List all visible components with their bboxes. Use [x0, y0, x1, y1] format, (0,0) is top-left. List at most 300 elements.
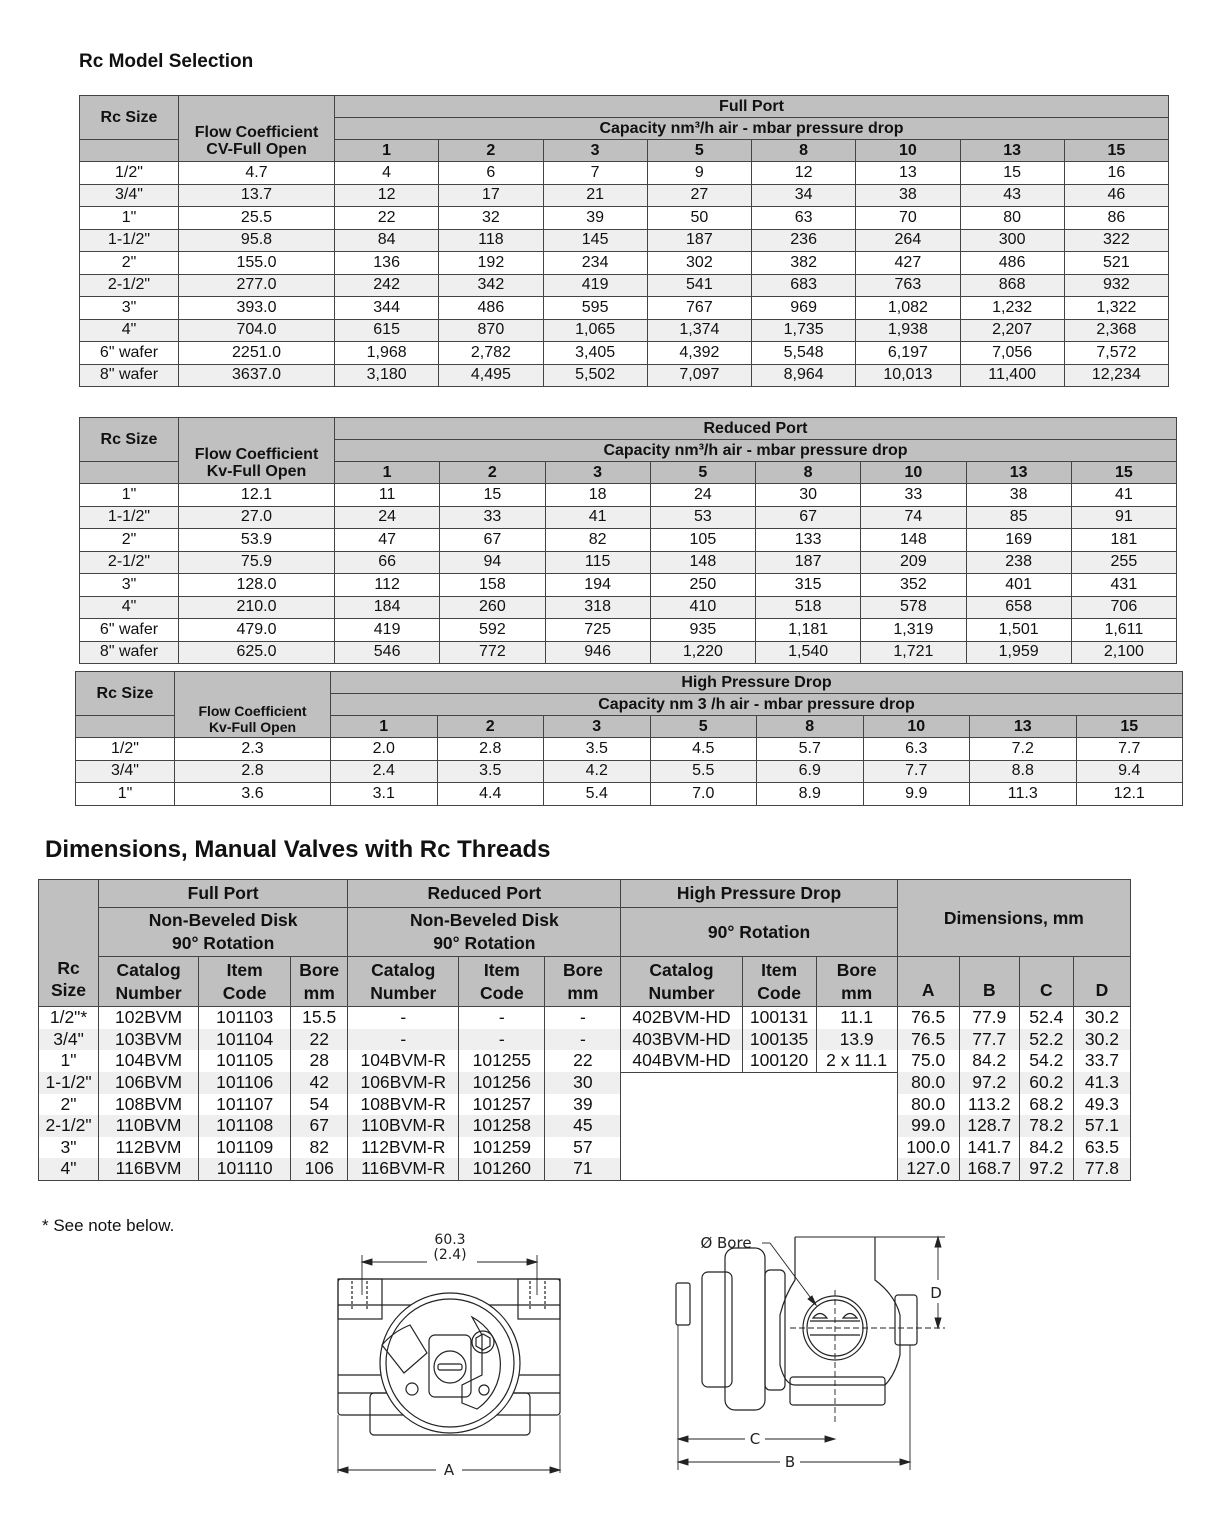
capacity-cell: 658 — [966, 596, 1071, 619]
dim-b-label: B — [784, 1453, 796, 1471]
capacity-cell: 6 — [439, 162, 543, 185]
capacity-cell: 242 — [335, 274, 439, 297]
capacity-cell: 763 — [856, 274, 960, 297]
flow-coefficient-cell: 75.9 — [179, 551, 335, 574]
rc-size-cell: 3" — [80, 297, 179, 320]
capacity-cell: 94 — [440, 551, 545, 574]
reduced-port-catalog-cell: 104BVM-R — [348, 1050, 459, 1072]
full-port-bore-cell: 67 — [291, 1115, 348, 1137]
capacity-cell: 22 — [335, 207, 439, 230]
capacity-cell: 11,400 — [960, 364, 1064, 387]
capacity-cell: 2,207 — [960, 319, 1064, 342]
dimension-b-cell: 113.2 — [959, 1094, 1019, 1116]
full-port-bore-cell: 22 — [291, 1029, 348, 1051]
capacity-cell: 21 — [543, 184, 647, 207]
rc-size-cell: 3/4" — [80, 184, 179, 207]
pressure-drop-header: 5 — [647, 140, 751, 162]
item-code-header: Item Code — [742, 957, 816, 1007]
flow-coefficient-cell: 155.0 — [179, 252, 335, 275]
capacity-cell: 38 — [966, 484, 1071, 507]
capacity-cell: 136 — [335, 252, 439, 275]
item-code-header: Item Code — [459, 957, 545, 1007]
reduced-port-item-cell: 101258 — [459, 1115, 545, 1137]
capacity-cell: 1,735 — [752, 319, 856, 342]
reduced-port-bore-cell: 22 — [545, 1050, 621, 1072]
rc-size-cell: 1" — [39, 1050, 99, 1072]
table-row — [39, 1029, 1131, 1051]
hpd-catalog-cell: 402BVM-HD — [621, 1007, 742, 1029]
pressure-drop-header: 3 — [545, 462, 650, 484]
rc-size-header: Rc Size — [76, 672, 175, 716]
pressure-drop-header: 1 — [335, 140, 439, 162]
reduced-port-item-cell: 101255 — [459, 1050, 545, 1072]
capacity-cell: 11 — [335, 484, 440, 507]
rc-size-cell: 2" — [39, 1094, 99, 1116]
rc-size-cell: 3" — [80, 574, 179, 597]
dimension-a-cell: 99.0 — [897, 1115, 959, 1137]
flow-coefficient-cell: 53.9 — [179, 529, 335, 552]
capacity-cell: 18 — [545, 484, 650, 507]
capacity-cell: 322 — [1064, 229, 1168, 252]
rc-size-cell: 1-1/2" — [80, 229, 179, 252]
bore-mm-header: Bore mm — [545, 957, 621, 1007]
full-port-item-cell: 101108 — [199, 1115, 291, 1137]
valve-cover-circle — [380, 1293, 520, 1433]
capacity-cell: 133 — [756, 529, 861, 552]
full-port-bore-cell: 15.5 — [291, 1007, 348, 1029]
rc-size-cell: 2-1/2" — [80, 274, 179, 297]
capacity-cell: 352 — [861, 574, 966, 597]
item-code-header: Item Code — [199, 957, 291, 1007]
capacity-cell: 250 — [650, 574, 755, 597]
flow-coefficient-cell: 13.7 — [179, 184, 335, 207]
hpd-catalog-cell: 403BVM-HD — [621, 1029, 742, 1051]
capacity-cell: 868 — [960, 274, 1064, 297]
table-row — [80, 319, 1169, 342]
capacity-cell: 2.8 — [437, 738, 544, 761]
hpd-empty-area — [621, 1072, 897, 1180]
hpd-subheader: 90° Rotation — [621, 908, 897, 957]
full-port-catalog-cell: 102BVM — [99, 1007, 199, 1029]
capacity-cell: 546 — [335, 641, 440, 664]
capacity-cell: 148 — [650, 551, 755, 574]
capacity-cell: 419 — [335, 619, 440, 642]
reduced-port-catalog-cell: - — [348, 1029, 459, 1051]
dimension-d-cell: 49.3 — [1073, 1094, 1130, 1116]
full-port-bore-cell: 82 — [291, 1137, 348, 1159]
dimension-c-cell: 97.2 — [1019, 1158, 1073, 1180]
capacity-cell: 969 — [752, 297, 856, 320]
capacity-cell: 1,220 — [650, 641, 755, 664]
flow-coefficient-cell: 3637.0 — [179, 364, 335, 387]
capacity-cell: 578 — [861, 596, 966, 619]
capacity-cell: 4.5 — [650, 738, 757, 761]
hpd-catalog-cell: 404BVM-HD — [621, 1050, 742, 1072]
rc-size-cell: 8" wafer — [80, 364, 179, 387]
dim-c-label: C — [749, 1430, 761, 1448]
section-title-dimensions: Dimensions, Manual Valves with Rc Threads — [45, 836, 551, 863]
footnote: * See note below. — [42, 1216, 175, 1235]
capacity-cell: 260 — [440, 596, 545, 619]
capacity-cell: 12,234 — [1064, 364, 1168, 387]
pressure-drop-header: 15 — [1071, 462, 1176, 484]
pressure-drop-header: 2 — [437, 716, 544, 738]
table-row — [80, 162, 1169, 185]
capacity-cell: 683 — [752, 274, 856, 297]
capacity-cell: 410 — [650, 596, 755, 619]
flow-coefficient-cell: 704.0 — [179, 319, 335, 342]
table-row — [39, 1158, 1131, 1180]
capacity-cell: 300 — [960, 229, 1064, 252]
capacity-cell: 401 — [966, 574, 1071, 597]
dimension-d-header: D — [1073, 957, 1130, 1007]
reduced-port-group-header: Reduced Port — [348, 880, 621, 908]
flow-coefficient-cell: 12.1 — [179, 484, 335, 507]
capacity-cell: 255 — [1071, 551, 1176, 574]
dimension-b-cell: 168.7 — [959, 1158, 1019, 1180]
capacity-cell: 8.8 — [970, 760, 1077, 783]
capacity-cell: 7,572 — [1064, 342, 1168, 365]
capacity-cell: 9.4 — [1076, 760, 1183, 783]
capacity-header: Capacity nm³/h air - mbar pressure drop — [335, 118, 1169, 140]
full-port-item-cell: 101109 — [199, 1137, 291, 1159]
capacity-cell: 7.2 — [970, 738, 1077, 761]
capacity-cell: 27 — [647, 184, 751, 207]
capacity-cell: 4,495 — [439, 364, 543, 387]
rc-size-cell: 6" wafer — [80, 619, 179, 642]
valve-side-view-diagram — [670, 1225, 955, 1475]
reduced-port-bore-cell: 57 — [545, 1137, 621, 1159]
hpd-item-cell: 100131 — [742, 1007, 816, 1029]
capacity-cell: 15 — [440, 484, 545, 507]
table-row — [39, 1115, 1131, 1137]
capacity-cell: 9.9 — [863, 783, 970, 806]
capacity-cell: 12 — [752, 162, 856, 185]
full-port-catalog-cell: 103BVM — [99, 1029, 199, 1051]
capacity-cell: 1,181 — [756, 619, 861, 642]
capacity-cell: 187 — [647, 229, 751, 252]
table-row — [80, 364, 1169, 387]
hpd-item-cell: 100135 — [742, 1029, 816, 1051]
reduced-port-catalog-cell: 110BVM-R — [348, 1115, 459, 1137]
table-row — [80, 574, 1177, 597]
capacity-cell: 3.5 — [437, 760, 544, 783]
hpd-item-cell: 100120 — [742, 1050, 816, 1072]
dimension-a-cell: 127.0 — [897, 1158, 959, 1180]
hpd-bore-cell: 11.1 — [816, 1007, 897, 1029]
capacity-cell: 419 — [543, 274, 647, 297]
dimension-a-cell: 80.0 — [897, 1072, 959, 1094]
flow-coefficient-cell: 479.0 — [179, 619, 335, 642]
capacity-cell: 47 — [335, 529, 440, 552]
catalog-number-header: Catalog Number — [348, 957, 459, 1007]
capacity-cell: 187 — [756, 551, 861, 574]
capacity-cell: 234 — [543, 252, 647, 275]
capacity-cell: 2,782 — [439, 342, 543, 365]
rc-size-header: Rc Size — [80, 96, 179, 140]
bore-label: Ø Bore — [700, 1234, 752, 1252]
capacity-cell: 148 — [861, 529, 966, 552]
capacity-cell: 1,721 — [861, 641, 966, 664]
rc-size-cell: 1/2" — [80, 162, 179, 185]
capacity-cell: 4 — [335, 162, 439, 185]
flow-coefficient-cell: 27.0 — [179, 506, 335, 529]
rc-size-header-filler — [80, 462, 179, 484]
flow-coefficient-cell: 393.0 — [179, 297, 335, 320]
pressure-drop-header: 5 — [650, 716, 757, 738]
capacity-cell: 3,405 — [543, 342, 647, 365]
rc-size-cell: 4" — [80, 319, 179, 342]
full-port-capacity-table — [79, 95, 1169, 387]
dimensions-table — [38, 879, 1131, 1181]
full-port-bore-cell: 28 — [291, 1050, 348, 1072]
dimension-b-header: B — [959, 957, 1019, 1007]
full-port-item-cell: 101107 — [199, 1094, 291, 1116]
reduced-port-subheader: Non-Beveled Disk 90° Rotation — [348, 908, 621, 957]
catalog-number-header: Catalog Number — [99, 957, 199, 1007]
capacity-cell: 43 — [960, 184, 1064, 207]
reduced-port-catalog-cell: 106BVM-R — [348, 1072, 459, 1094]
full-port-bore-cell: 54 — [291, 1094, 348, 1116]
port-type-header: High Pressure Drop — [331, 672, 1183, 694]
capacity-cell: 84 — [335, 229, 439, 252]
flow-coefficient-cell: 277.0 — [179, 274, 335, 297]
rc-size-cell: 4" — [80, 596, 179, 619]
catalog-number-header: Catalog Number — [621, 957, 742, 1007]
capacity-cell: 5.4 — [544, 783, 651, 806]
capacity-cell: 184 — [335, 596, 440, 619]
pressure-drop-header: 8 — [757, 716, 864, 738]
capacity-cell: 5.5 — [650, 760, 757, 783]
capacity-cell: 194 — [545, 574, 650, 597]
flow-coefficient-cell: 2251.0 — [179, 342, 335, 365]
flow-coefficient-cell: 25.5 — [179, 207, 335, 230]
dimension-b-cell: 77.7 — [959, 1029, 1019, 1051]
capacity-header: Capacity nm³/h air - mbar pressure drop — [335, 440, 1177, 462]
dimension-a-cell: 100.0 — [897, 1137, 959, 1159]
rc-size-cell: 6" wafer — [80, 342, 179, 365]
table-row — [80, 551, 1177, 574]
flow-coefficient-cell: 4.7 — [179, 162, 335, 185]
capacity-cell: 80 — [960, 207, 1064, 230]
capacity-cell: 2.0 — [331, 738, 438, 761]
capacity-cell: 3.5 — [544, 738, 651, 761]
hpd-bore-cell: 2 x 11.1 — [816, 1050, 897, 1072]
table-row — [39, 1050, 1131, 1072]
pressure-drop-header: 3 — [544, 716, 651, 738]
capacity-cell: 1,319 — [861, 619, 966, 642]
dimension-c-cell: 60.2 — [1019, 1072, 1073, 1094]
dimension-b-cell: 84.2 — [959, 1050, 1019, 1072]
capacity-cell: 6,197 — [856, 342, 960, 365]
capacity-cell: 725 — [545, 619, 650, 642]
capacity-cell: 39 — [543, 207, 647, 230]
table-row — [39, 1094, 1131, 1116]
capacity-cell: 946 — [545, 641, 650, 664]
table-row — [80, 274, 1169, 297]
rc-size-header-filler — [76, 716, 175, 738]
full-port-catalog-cell: 106BVM — [99, 1072, 199, 1094]
rc-size-cell: 3" — [39, 1137, 99, 1159]
capacity-cell: 427 — [856, 252, 960, 275]
capacity-cell: 33 — [861, 484, 966, 507]
dimension-a-cell: 76.5 — [897, 1029, 959, 1051]
dimension-a-cell: 76.5 — [897, 1007, 959, 1029]
reduced-port-bore-cell: - — [545, 1007, 621, 1029]
dimension-d-cell: 33.7 — [1073, 1050, 1130, 1072]
capacity-cell: 1,082 — [856, 297, 960, 320]
capacity-cell: 6.3 — [863, 738, 970, 761]
capacity-header: Capacity nm 3 /h air - mbar pressure drop — [331, 694, 1183, 716]
capacity-cell: 3,180 — [335, 364, 439, 387]
dimension-d-cell: 77.8 — [1073, 1158, 1130, 1180]
table-row — [80, 207, 1169, 230]
dimension-c-header: C — [1019, 957, 1073, 1007]
rc-size-cell: 8" wafer — [80, 641, 179, 664]
capacity-cell: 82 — [545, 529, 650, 552]
capacity-cell: 2.4 — [331, 760, 438, 783]
dim-d-label: D — [930, 1284, 942, 1302]
right-port-boss — [518, 1279, 560, 1319]
table-row — [39, 1137, 1131, 1159]
rc-size-cell: 2-1/2" — [80, 551, 179, 574]
dimension-b-cell: 77.9 — [959, 1007, 1019, 1029]
flow-coefficient-cell: 2.8 — [175, 760, 331, 783]
pressure-drop-header: 2 — [439, 140, 543, 162]
capacity-cell: 615 — [335, 319, 439, 342]
capacity-cell: 24 — [650, 484, 755, 507]
capacity-cell: 595 — [543, 297, 647, 320]
capacity-cell: 74 — [861, 506, 966, 529]
capacity-cell: 1,374 — [647, 319, 751, 342]
dimension-d-cell: 63.5 — [1073, 1137, 1130, 1159]
dimension-d-cell: 57.1 — [1073, 1115, 1130, 1137]
capacity-cell: 63 — [752, 207, 856, 230]
table-row — [80, 641, 1177, 664]
reduced-port-catalog-cell: 116BVM-R — [348, 1158, 459, 1180]
pressure-drop-header: 8 — [752, 140, 856, 162]
dimension-c-cell: 78.2 — [1019, 1115, 1073, 1137]
capacity-cell: 38 — [856, 184, 960, 207]
section-title-model-selection: Rc Model Selection — [79, 51, 254, 72]
table-row — [80, 342, 1169, 365]
table-row — [80, 184, 1169, 207]
left-port-boss — [338, 1279, 382, 1319]
capacity-cell: 67 — [440, 529, 545, 552]
dimension-a-cell: 80.0 — [897, 1094, 959, 1116]
pressure-drop-header: 10 — [856, 140, 960, 162]
reduced-port-catalog-cell: 112BVM-R — [348, 1137, 459, 1159]
full-port-subheader: Non-Beveled Disk 90° Rotation — [99, 908, 348, 957]
rc-size-cell: 4" — [39, 1158, 99, 1180]
capacity-cell: 8.9 — [757, 783, 864, 806]
dimension-d-cell: 30.2 — [1073, 1007, 1130, 1029]
capacity-cell: 1,232 — [960, 297, 1064, 320]
pressure-drop-header: 13 — [960, 140, 1064, 162]
pressure-drop-header: 15 — [1064, 140, 1168, 162]
rc-size-cell: 3/4" — [76, 760, 175, 783]
reduced-port-catalog-cell: - — [348, 1007, 459, 1029]
capacity-cell: 15 — [960, 162, 1064, 185]
table-row — [80, 484, 1177, 507]
capacity-cell: 7.7 — [863, 760, 970, 783]
dimension-d-cell: 41.3 — [1073, 1072, 1130, 1094]
capacity-cell: 105 — [650, 529, 755, 552]
capacity-cell: 115 — [545, 551, 650, 574]
rc-size-cell: 1/2"* — [39, 1007, 99, 1029]
capacity-cell: 1,938 — [856, 319, 960, 342]
pressure-drop-header: 2 — [440, 462, 545, 484]
capacity-cell: 1,611 — [1071, 619, 1176, 642]
rc-size-header: Rc Size — [80, 418, 179, 462]
pressure-drop-header: 3 — [543, 140, 647, 162]
capacity-cell: 46 — [1064, 184, 1168, 207]
high-pressure-drop-capacity-table — [75, 671, 1183, 806]
capacity-cell: 7.7 — [1076, 738, 1183, 761]
full-port-item-cell: 101106 — [199, 1072, 291, 1094]
full-port-catalog-cell: 104BVM — [99, 1050, 199, 1072]
capacity-cell: 7.0 — [650, 783, 757, 806]
reduced-port-item-cell: 101257 — [459, 1094, 545, 1116]
port-type-header: Full Port — [335, 96, 1169, 118]
dimension-a-cell: 75.0 — [897, 1050, 959, 1072]
table-row — [76, 783, 1183, 806]
table-row — [39, 1072, 1131, 1094]
capacity-cell: 706 — [1071, 596, 1176, 619]
pressure-drop-header: 1 — [335, 462, 440, 484]
dimensions-group-header: Dimensions, mm — [897, 880, 1130, 957]
full-port-item-cell: 101110 — [199, 1158, 291, 1180]
reduced-port-item-cell: 101260 — [459, 1158, 545, 1180]
bore-mm-header: Bore mm — [291, 957, 348, 1007]
capacity-cell: 870 — [439, 319, 543, 342]
rc-size-cell: 2-1/2" — [39, 1115, 99, 1137]
capacity-cell: 24 — [335, 506, 440, 529]
dimension-c-cell: 68.2 — [1019, 1094, 1073, 1116]
dim-2-4-label: (2.4) — [433, 1247, 467, 1263]
reduced-port-bore-cell: 30 — [545, 1072, 621, 1094]
dimension-c-cell: 52.4 — [1019, 1007, 1073, 1029]
capacity-cell: 112 — [335, 574, 440, 597]
full-port-catalog-cell: 116BVM — [99, 1158, 199, 1180]
valve-front-view-diagram — [332, 1225, 564, 1475]
pressure-drop-header: 5 — [650, 462, 755, 484]
capacity-cell: 118 — [439, 229, 543, 252]
rc-size-cell: 2" — [80, 529, 179, 552]
capacity-cell: 238 — [966, 551, 1071, 574]
capacity-cell: 16 — [1064, 162, 1168, 185]
capacity-cell: 34 — [752, 184, 856, 207]
capacity-cell: 2,368 — [1064, 319, 1168, 342]
dimension-b-cell: 97.2 — [959, 1072, 1019, 1094]
table-row — [80, 619, 1177, 642]
reduced-port-item-cell: - — [459, 1007, 545, 1029]
table-row — [39, 1007, 1131, 1029]
capacity-cell: 70 — [856, 207, 960, 230]
reduced-port-catalog-cell: 108BVM-R — [348, 1094, 459, 1116]
capacity-cell: 41 — [1071, 484, 1176, 507]
table-row — [80, 529, 1177, 552]
capacity-cell: 7,097 — [647, 364, 751, 387]
capacity-cell: 2,100 — [1071, 641, 1176, 664]
flow-coefficient-header: Flow Coefficient Kv-Full Open — [179, 418, 335, 484]
reduced-port-bore-cell: 45 — [545, 1115, 621, 1137]
dimension-a-header: A — [897, 957, 959, 1007]
full-port-bore-cell: 42 — [291, 1072, 348, 1094]
capacity-cell: 935 — [650, 619, 755, 642]
table-row — [80, 252, 1169, 275]
capacity-cell: 12 — [335, 184, 439, 207]
